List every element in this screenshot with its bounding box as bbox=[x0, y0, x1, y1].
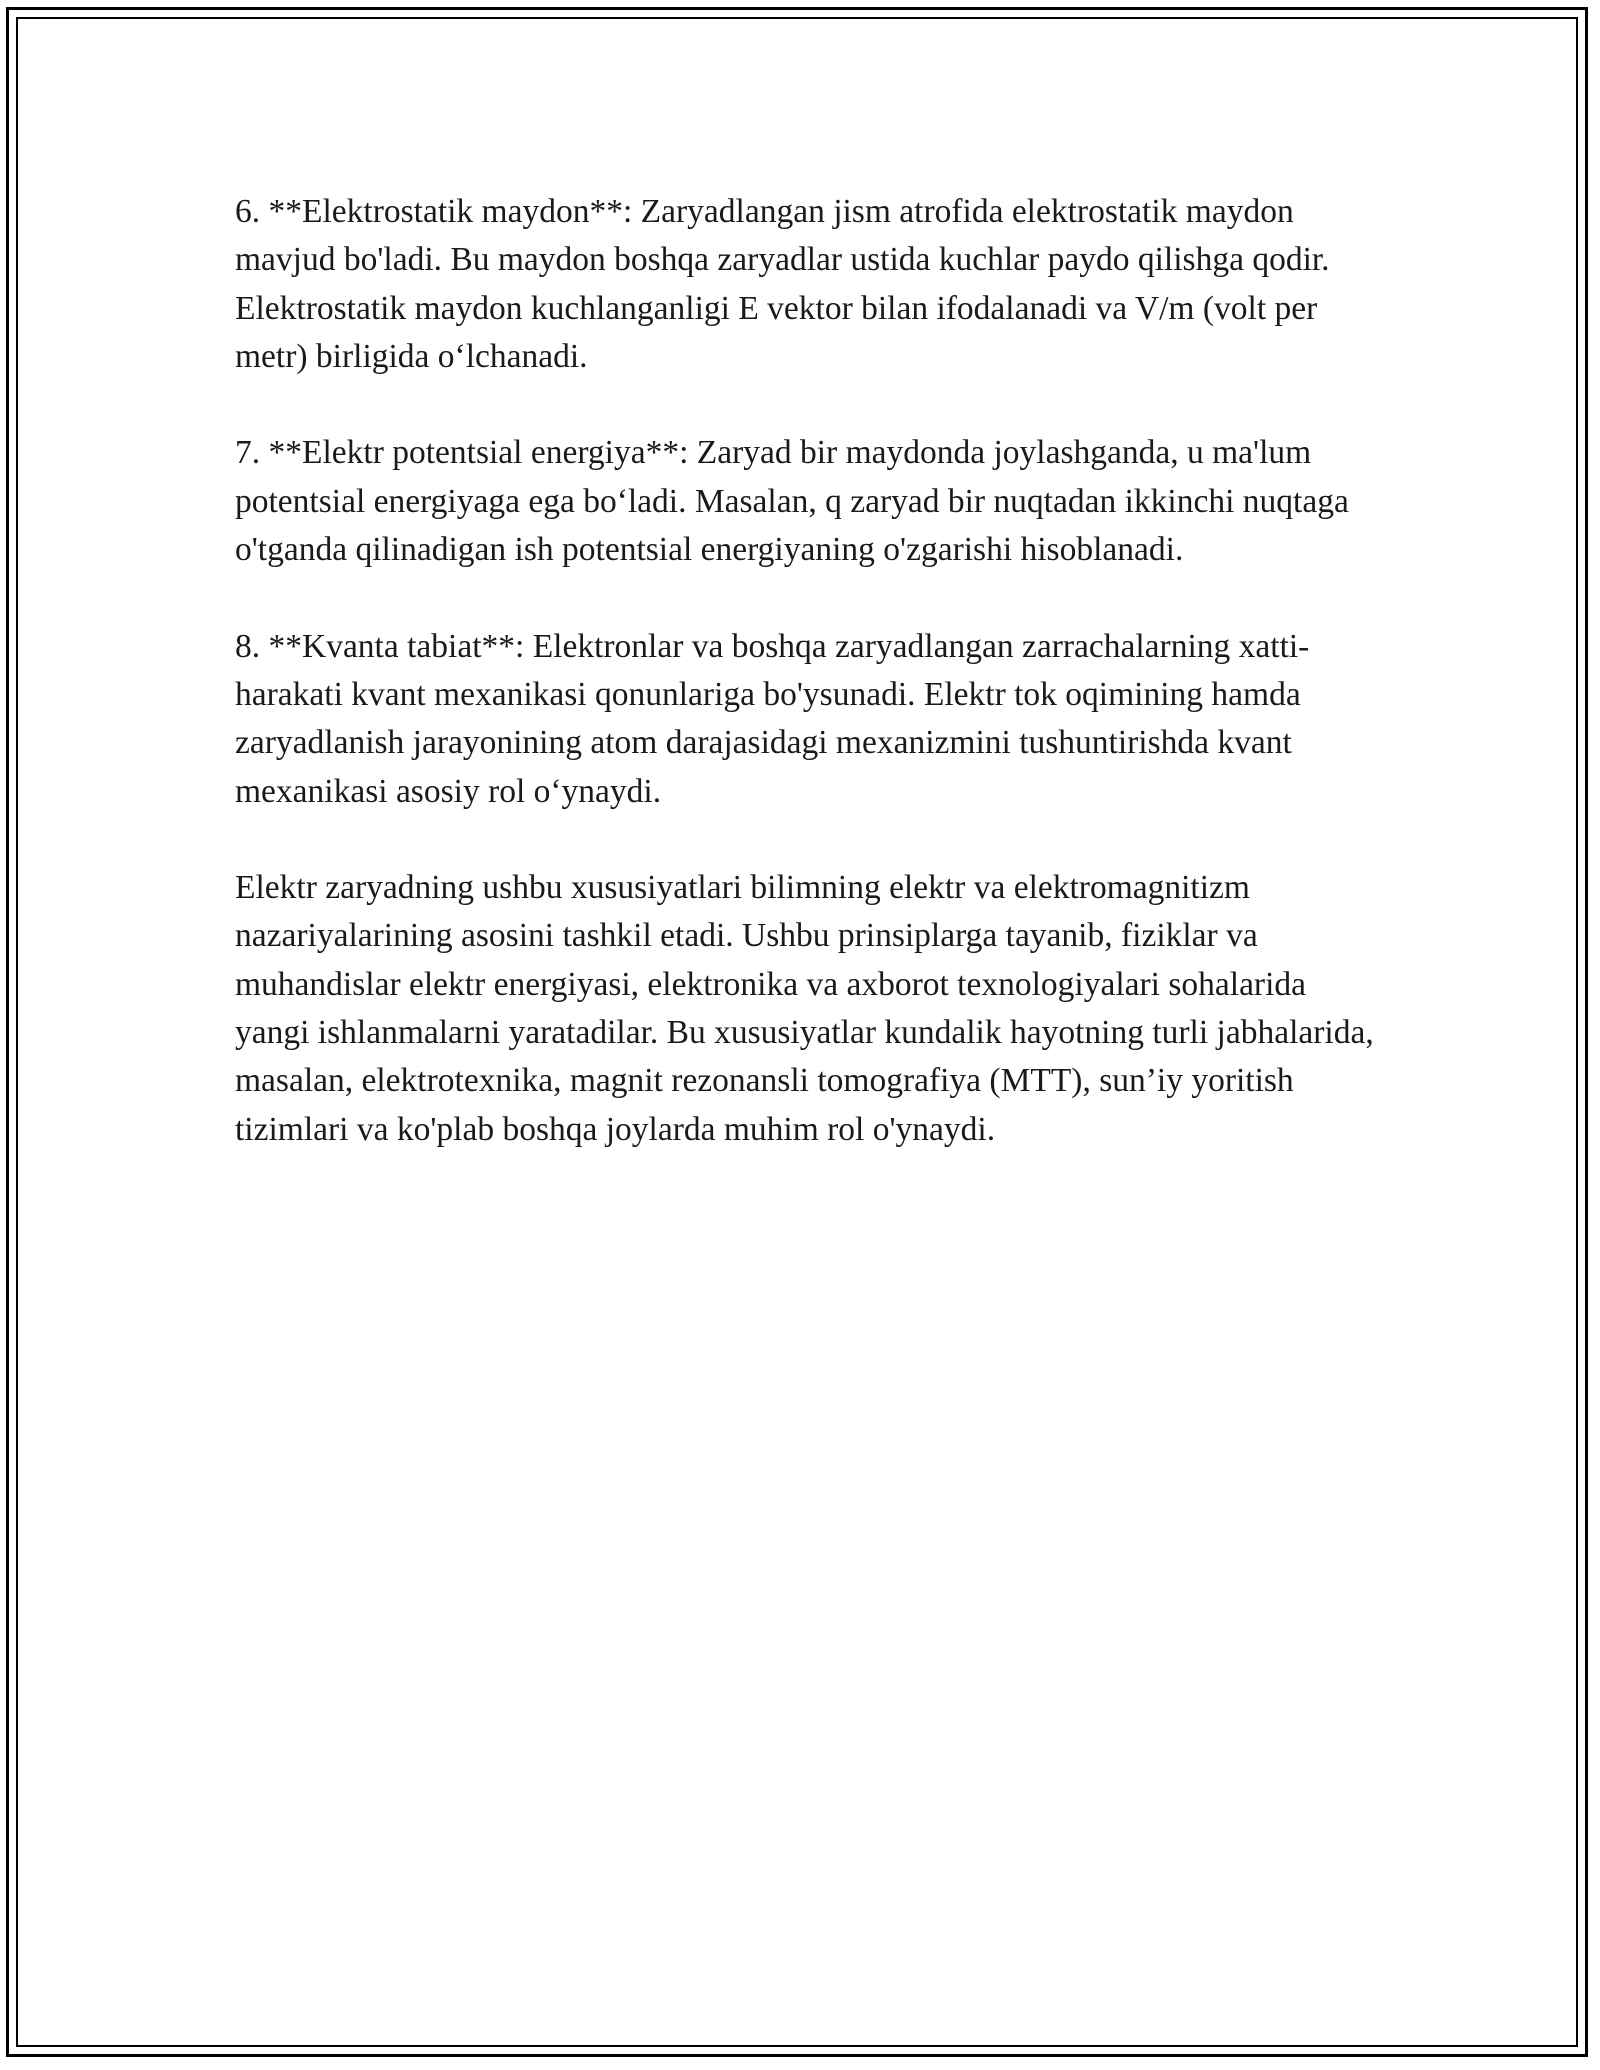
paragraph-quantum-nature: 8. **Kvanta tabiat**: Elektronlar va boshqa zaryadlangan zarrachalarning xatti-harakati kvant mexanikasi qonunlariga bo'ysunadi. Elektr tok oqimining hamda zaryadlanish jarayonining atom darajasidagi mexanizmini tushuntirishda kvant mexanikasi asosiy rol o‘ynaydi. bbox=[235, 627, 1310, 810]
document-body bbox=[235, 188, 1380, 1202]
paragraph-potential-energy: 7. **Elektr potentsial energiya**: Zaryad bir maydonda joylashganda, u ma'lum potentsial energiyaga ega bo‘ladi. Masalan, q zaryad bir nuqtadan ikkinchi nuqtaga o'tganda qilinadigan ish potentsial energiyaning o'zgarishi hisoblanadi. bbox=[235, 434, 1349, 569]
paragraph-electrostatic-field: 6. **Elektrostatik maydon**: Zaryadlangan jism atrofida elektrostatik maydon mavjud bo'ladi. Bu maydon boshqa zaryadlar ustida kuchlar paydo qilishga qodir. Elektrostatik maydon kuchlanganligi E vektor bilan ifodalanadi va V/m (volt per metr) birligida o‘lchanadi. bbox=[235, 193, 1330, 375]
paragraph-conclusion: Elektr zaryadning ushbu xususiyatlari bilimning elektr va elektromagnitizm nazariyalarining asosini tashkil etadi. Ushbu prinsiplarga tayanib, fiziklar va muhandislar elektr energiyasi, elektronika va axborot texnologiyalari sohalarida yangi ishlanmalarni yaratadilar. Bu xususiyatlar kundalik hayotning turli jabhalarida, masalan, elektrotexnika, magnit rezonansli tomografiya (MTT), sun’iy yoritish tizimlari va ko'plab boshqa joylarda muhim rol o'ynaydi. bbox=[235, 869, 1374, 1148]
